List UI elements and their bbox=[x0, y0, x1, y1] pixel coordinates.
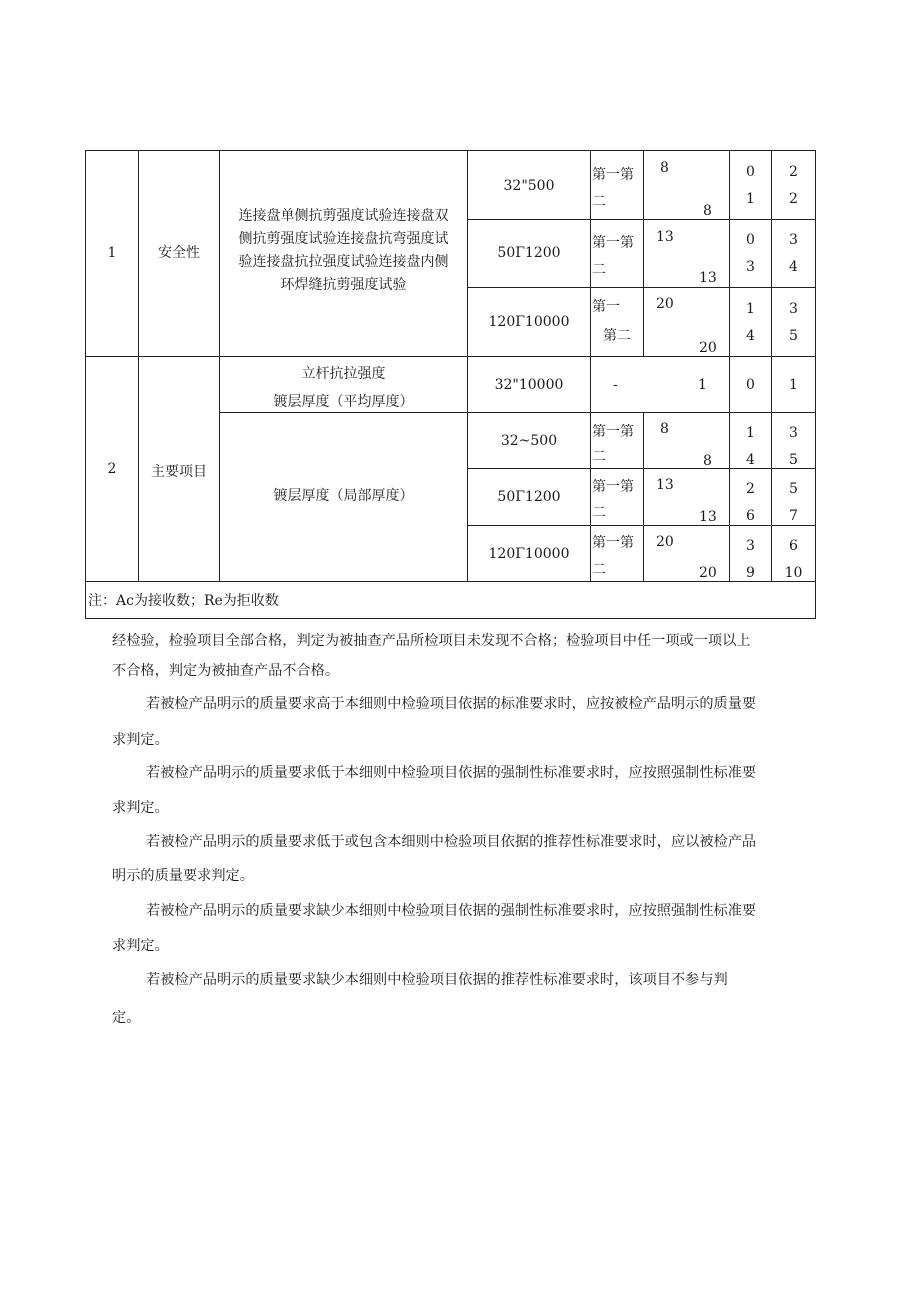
sample-label: - bbox=[613, 377, 618, 393]
ac-value: 0 bbox=[746, 377, 755, 393]
re-value: 3 bbox=[789, 425, 798, 441]
sample-label: 第二 bbox=[603, 328, 631, 344]
ac-value: 4 bbox=[746, 328, 755, 344]
test-item-avg-thickness: 镀层厚度（平均厚度） bbox=[273, 394, 414, 410]
paragraph-line: 定。 bbox=[112, 1010, 141, 1026]
re-value: 7 bbox=[789, 508, 798, 524]
sample-size: 20 bbox=[656, 296, 674, 312]
re-value: 2 bbox=[789, 164, 798, 180]
paragraph-line: 经检验，检验项目全部合格，判定为被抽查产品所检项目未发现不合格；检验项目中任一项或一项以上 bbox=[112, 633, 751, 649]
sample-label: 二 bbox=[592, 262, 606, 278]
sample-label: 第一第 bbox=[592, 424, 634, 440]
category-safety: 安全性 bbox=[158, 245, 200, 261]
re-value: 2 bbox=[789, 191, 798, 207]
batch-size: 120Γ10000 bbox=[488, 314, 570, 330]
paragraph-line: 若被检产品明示的质量要求低于或包含本细则中检验项目依据的推荐性标准要求时，应以被检产品 bbox=[146, 834, 757, 850]
ac-value: 0 bbox=[746, 164, 755, 180]
ac-value: 6 bbox=[746, 508, 755, 524]
table-note: 注：Ac为接收数；Re为拒收数 bbox=[88, 593, 279, 609]
ac-value: 9 bbox=[746, 565, 755, 581]
re-value: 3 bbox=[789, 232, 798, 248]
sample-label: 第一第 bbox=[592, 479, 634, 495]
cumulative-size: 8 bbox=[703, 453, 712, 469]
paragraph-line: 求判定。 bbox=[112, 800, 169, 816]
test-desc-line-4: 环焊缝抗剪强度试验 bbox=[280, 277, 407, 293]
paragraph-line: 若被检产品明示的质量要求缺少本细则中检验项目依据的推荐性标准要求时，该项目不参与判 bbox=[146, 972, 728, 988]
batch-size: 120Γ10000 bbox=[488, 546, 570, 562]
batch-size: 32"10000 bbox=[494, 377, 564, 393]
re-value: 5 bbox=[789, 452, 798, 468]
sample-label: 第一第 bbox=[592, 235, 634, 251]
sample-size: 1 bbox=[698, 377, 707, 393]
re-value: 5 bbox=[789, 328, 798, 344]
re-value: 1 bbox=[789, 377, 798, 393]
test-item-tensile: 立杆抗拉强度 bbox=[301, 366, 386, 382]
test-item-local-thickness: 镀层厚度（局部厚度） bbox=[273, 488, 414, 504]
paragraph-line: 若被检产品明示的质量要求缺少本细则中检验项目依据的强制性标准要求时，应按照强制性标准要 bbox=[146, 903, 757, 919]
sample-size: 13 bbox=[656, 229, 674, 245]
item-no-2: 2 bbox=[107, 461, 117, 477]
cumulative-size: 13 bbox=[699, 270, 717, 286]
item-no-1: 1 bbox=[107, 245, 117, 261]
ac-value: 4 bbox=[746, 452, 755, 468]
paragraph-line: 若被检产品明示的质量要求低于本细则中检验项目依据的强制性标准要求时，应按照强制性标准要 bbox=[146, 765, 757, 781]
re-value: 5 bbox=[789, 481, 798, 497]
paragraph-line: 求判定。 bbox=[112, 938, 169, 954]
sample-label: 二 bbox=[592, 505, 606, 521]
sample-label: 第一第 bbox=[592, 167, 634, 183]
cumulative-size: 20 bbox=[699, 565, 717, 581]
test-desc-line-2: 侧抗剪强度试验连接盘抗弯强度试 bbox=[238, 231, 449, 247]
ac-value: 1 bbox=[746, 191, 755, 207]
re-value: 4 bbox=[789, 259, 798, 275]
cumulative-size: 8 bbox=[703, 203, 712, 219]
ac-value: 3 bbox=[746, 538, 755, 554]
ac-value: 0 bbox=[746, 232, 755, 248]
ac-value: 3 bbox=[746, 259, 755, 275]
ac-value: 1 bbox=[746, 301, 755, 317]
cumulative-size: 13 bbox=[699, 509, 717, 525]
sample-size: 8 bbox=[660, 421, 669, 437]
sample-size: 20 bbox=[656, 534, 674, 550]
batch-size: 50Γ1200 bbox=[497, 489, 561, 505]
category-main: 主要项目 bbox=[151, 464, 207, 480]
sample-label: 第一 bbox=[592, 299, 620, 315]
re-value: 3 bbox=[789, 301, 798, 317]
sample-size: 13 bbox=[656, 477, 674, 493]
sample-size: 8 bbox=[660, 160, 669, 176]
batch-size: 32~500 bbox=[500, 433, 558, 449]
batch-size: 50Γ1200 bbox=[497, 245, 561, 261]
sample-label: 二 bbox=[592, 449, 606, 465]
test-desc-line-1: 连接盘单侧抗剪强度试验连接盘双 bbox=[238, 208, 449, 224]
ac-value: 2 bbox=[746, 481, 755, 497]
paragraph-line: 求判定。 bbox=[112, 732, 169, 748]
batch-size: 32"500 bbox=[503, 178, 555, 194]
ac-value: 1 bbox=[746, 425, 755, 441]
sample-label: 第一第 bbox=[592, 535, 634, 551]
paragraph-line: 明示的质量要求判定。 bbox=[112, 868, 254, 884]
cumulative-size: 20 bbox=[699, 340, 717, 356]
sample-label: 二 bbox=[592, 562, 606, 578]
paragraph-line: 若被检产品明示的质量要求高于本细则中检验项目依据的标准要求时，应按被检产品明示的质量要 bbox=[146, 696, 757, 712]
re-value: 6 bbox=[789, 538, 798, 554]
re-value: 10 bbox=[784, 565, 803, 581]
sample-label: 二 bbox=[592, 194, 606, 210]
paragraph-line: 不合格，判定为被抽查产品不合格。 bbox=[112, 663, 340, 679]
test-desc-line-3: 验连接盘抗拉强度试验连接盘内侧 bbox=[238, 254, 449, 270]
